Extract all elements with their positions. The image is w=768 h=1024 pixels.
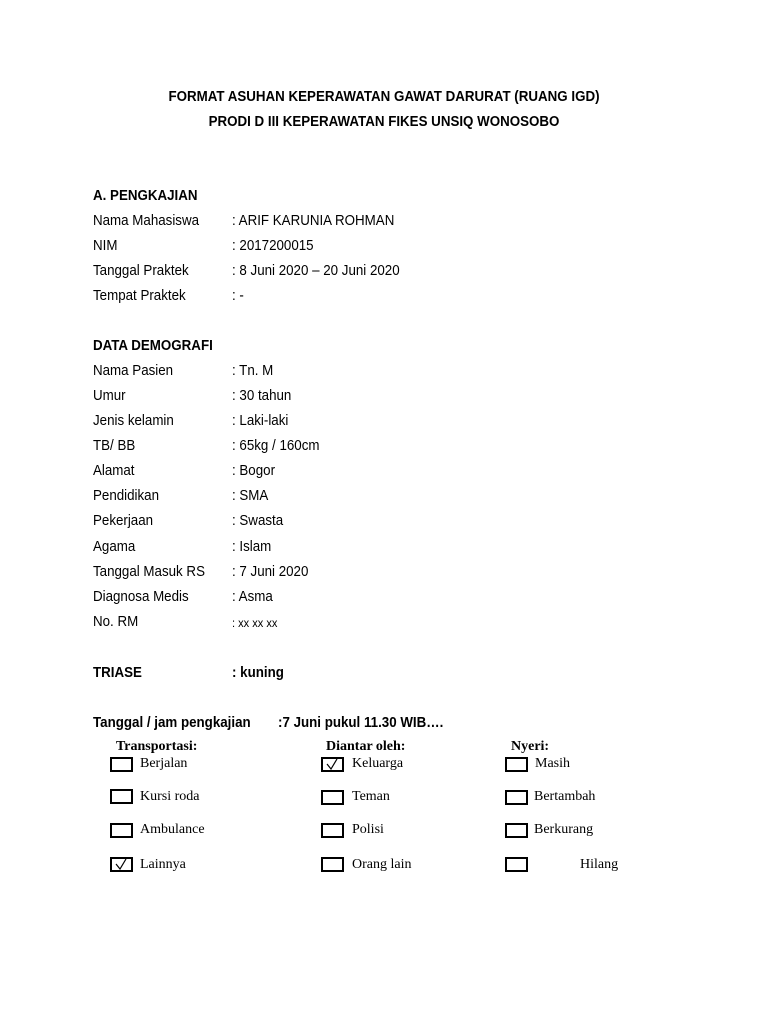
field-label: Diagnosa Medis [93,589,189,605]
checkbox-keluarga[interactable] [321,757,344,772]
check-mark-icon [323,759,342,770]
checkbox-lainnya[interactable] [110,857,133,872]
option-label: Bertambah [534,789,596,804]
checkbox-berkurang[interactable] [505,823,528,838]
demografi-heading: DATA DEMOGRAFI [93,338,213,354]
option-label: Masih [535,756,570,771]
field-value: : - [232,288,244,304]
field-value: : 65kg / 160cm [232,438,320,454]
field-value: : SMA [232,488,269,504]
option-label: Kursi roda [140,789,200,804]
pengkajian-heading: A. PENGKAJIAN [93,188,198,204]
field-label: Jenis kelamin [93,413,174,429]
option-label: Hilang [580,857,619,872]
field-value: : ARIF KARUNIA ROHMAN [232,213,395,229]
pengkajian-time-value: :7 Juni pukul 11.30 WIB…. [278,715,444,731]
field-label: Tempat Praktek [93,288,186,304]
checkbox-kursi-roda[interactable] [110,789,133,804]
option-label: Keluarga [352,756,404,771]
checkbox-bertambah[interactable] [505,790,528,805]
field-value: : Bogor [232,463,276,479]
option-label: Lainnya [140,857,186,872]
field-label: NIM [93,238,118,254]
option-label: Polisi [352,822,384,837]
triase-label: TRIASE [93,665,142,681]
option-label: Ambulance [140,822,205,837]
field-label: Nama Mahasiswa [93,213,200,229]
field-label: Nama Pasien [93,363,174,379]
option-label: Berkurang [534,822,594,837]
checkbox-polisi[interactable] [321,823,344,838]
option-label: Teman [352,789,390,804]
field-value: : 30 tahun [232,388,292,404]
field-label: Tanggal Praktek [93,263,189,279]
field-value: : Laki-laki [232,413,289,429]
checkbox-teman[interactable] [321,790,344,805]
field-value: : 8 Juni 2020 – 20 Juni 2020 [232,263,400,279]
option-label: Berjalan [140,756,188,771]
field-value: : 7 Juni 2020 [232,564,309,580]
document-title: FORMAT ASUHAN KEPERAWATAN GAWAT DARURAT (RUANG IGD) [168,89,600,105]
pengkajian-time-label: Tanggal / jam pengkajian [93,715,251,731]
field-label: No. RM [93,614,139,630]
field-label: Pendidikan [93,488,160,504]
field-value: : 2017200015 [232,238,314,254]
diantar-heading: Diantar oleh: [326,739,406,754]
checkbox-hilang[interactable] [505,857,528,872]
field-label: TB/ BB [93,438,136,454]
field-label: Tanggal Masuk RS [93,564,205,580]
field-value: : Islam [232,539,272,555]
field-label: Agama [93,539,136,555]
field-value: : Asma [232,589,273,605]
field-label: Umur [93,388,126,404]
check-mark-icon [112,859,131,870]
checkbox-masih[interactable] [505,757,528,772]
field-label: Alamat [93,463,135,479]
field-value: : Swasta [232,513,284,529]
checkbox-ambulance[interactable] [110,823,133,838]
field-label: Pekerjaan [93,513,154,529]
nyeri-heading: Nyeri: [511,739,550,754]
triase-value: : kuning [232,665,284,681]
field-value: : xx xx xx [232,616,278,630]
checkbox-berjalan[interactable] [110,757,133,772]
field-value: : Tn. M [232,363,274,379]
checkbox-orang-lain[interactable] [321,857,344,872]
transportasi-heading: Transportasi: [116,739,198,754]
document-subtitle: PRODI D III KEPERAWATAN FIKES UNSIQ WONOSOBO [208,114,560,130]
option-label: Orang lain [352,857,412,872]
